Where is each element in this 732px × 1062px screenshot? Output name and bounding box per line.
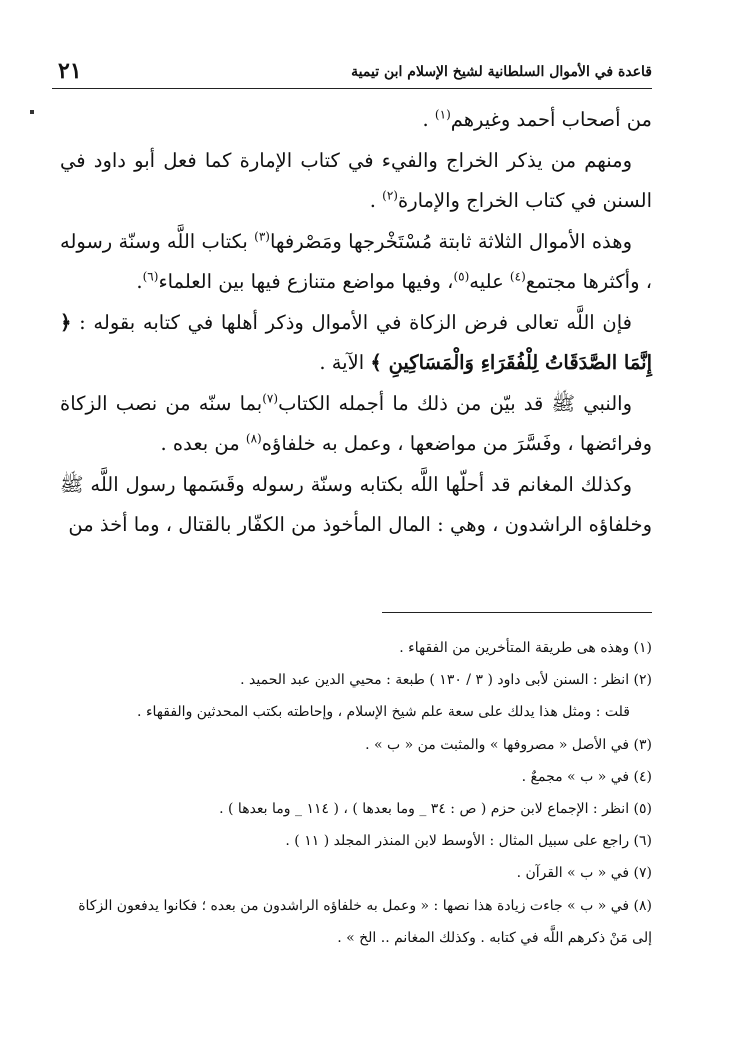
paragraph-2 bbox=[60, 141, 652, 222]
paragraph-tail: . bbox=[369, 189, 383, 212]
footnote-ref: (٨) bbox=[245, 431, 262, 446]
footnote-ref: (١) bbox=[434, 107, 451, 122]
footnote-ref: (٤) bbox=[509, 269, 526, 284]
footnote-2: (٢) انظر : السنن لأبى داود ( ٣ / ١٣٠ ) طبعة : محيي الدين عبد الحميد . bbox=[240, 672, 652, 689]
footnote-5: (٥) انظر : الإجماع لابن حزم ( ص : ٣٤ _ وما بعدها ) ، ( ١١٤ _ وما بعدها ) . bbox=[219, 801, 652, 818]
paragraph-text: بكتاب اللَّه وسنّة رسوله ، وأكثرها مجتمع bbox=[60, 229, 652, 293]
paragraph-text: والنبي ﷺ قد بيّن من ذلك ما أجمله الكتاب bbox=[278, 391, 632, 415]
margin-mark bbox=[30, 110, 34, 114]
footnotes bbox=[60, 632, 652, 954]
footnote-4: (٤) في « ب » مجمعٌ . bbox=[521, 768, 652, 785]
paragraph-text: ، وفيها مواضع متنازع فيها بين العلماء bbox=[158, 270, 454, 293]
paragraph-tail: . bbox=[422, 108, 435, 131]
quran-verse: ﴿ إِنَّمَا الصَّدَقَاتُ لِلْفُقَرَاءِ وَالْمَسَاكِينِ ﴾ bbox=[60, 310, 652, 374]
paragraph-text: عليه bbox=[469, 270, 510, 293]
paragraph-3 bbox=[60, 222, 652, 303]
footnote-ref: (٧) bbox=[262, 391, 279, 405]
paragraph-1 bbox=[60, 100, 652, 141]
footnote-8: (٨) في « ب » جاءت زيادة هذا نصها : « وعمل به خلفاؤه الراشدون من بعده ؛ فكانوا يدفعون الزكاة إلى مَنْ ذكرهم اللَّه في كتابه . وكذلك المغانم .. الخ » . bbox=[78, 897, 652, 946]
paragraph-6: وكذلك المغانم قد أحلّها اللَّه بكتابه وسنّة رسوله وقَسَمها رسول اللَّه ﷺ وخلفاؤه الراشدون ، وهي : المال المأخوذ من الكفّار بالقتال ، وما أخذ من bbox=[60, 472, 652, 536]
footnote-divider bbox=[382, 612, 652, 613]
footnote-1: (١) وهذه هى طريقة المتأخرين من الفقهاء . bbox=[399, 640, 652, 656]
paragraph-text: ومنهم من يذكر الخراج والفيء في كتاب الإمارة كما فعل أبو داود في السنن في كتاب الخراج والإمارة bbox=[60, 148, 652, 212]
paragraph-text: وهذه الأموال الثلاثة ثابتة مُسْتَخْرجها ومَصْرفها bbox=[269, 229, 632, 253]
page-header bbox=[52, 58, 652, 89]
footnote-2-comment: قلت : ومثل هذا يدلك على سعة علم شيخ الإسلام ، وإحاطته بكتب المحدثين والفقهاء . bbox=[137, 704, 630, 721]
main-text bbox=[60, 100, 652, 546]
paragraph-text: فإن اللَّه تعالى فرض الزكاة في الأموال وذكر أهلها في كتابه بقوله : bbox=[71, 310, 632, 334]
paragraph-text: بما سنّه من نصب الزكاة وفرائضها ، وفَسَّرَ من مواضعها ، وعمل به خلفاؤه bbox=[60, 391, 652, 455]
paragraph-5 bbox=[60, 384, 652, 465]
paragraph-tail: من بعده . bbox=[160, 432, 246, 455]
footnote-7: (٧) في « ب » القرآن . bbox=[516, 865, 652, 882]
footnote-3: (٣) في الأصل « مصروفها » والمثبت من « ب » . bbox=[365, 736, 652, 753]
page-number: ٢١ bbox=[58, 58, 82, 84]
paragraph-text: من أصحاب أحمد وغيرهم bbox=[450, 108, 652, 131]
footnote-ref: (٦) bbox=[142, 269, 159, 284]
footnote-ref: (٣) bbox=[254, 229, 270, 243]
paragraph-tail: . bbox=[136, 270, 143, 293]
footnote-6: (٦) راجع على سبيل المثال : الأوسط لابن المنذر المجلد ( ١١ ) . bbox=[285, 833, 652, 850]
footnote-ref: (٢) bbox=[382, 188, 398, 203]
running-title: قاعدة في الأموال السلطانية لشيخ الإسلام ابن تيمية bbox=[351, 64, 652, 80]
footnote-ref: (٥) bbox=[453, 269, 470, 284]
paragraph-4 bbox=[60, 303, 652, 384]
paragraph-tail: الآية . bbox=[319, 351, 371, 374]
